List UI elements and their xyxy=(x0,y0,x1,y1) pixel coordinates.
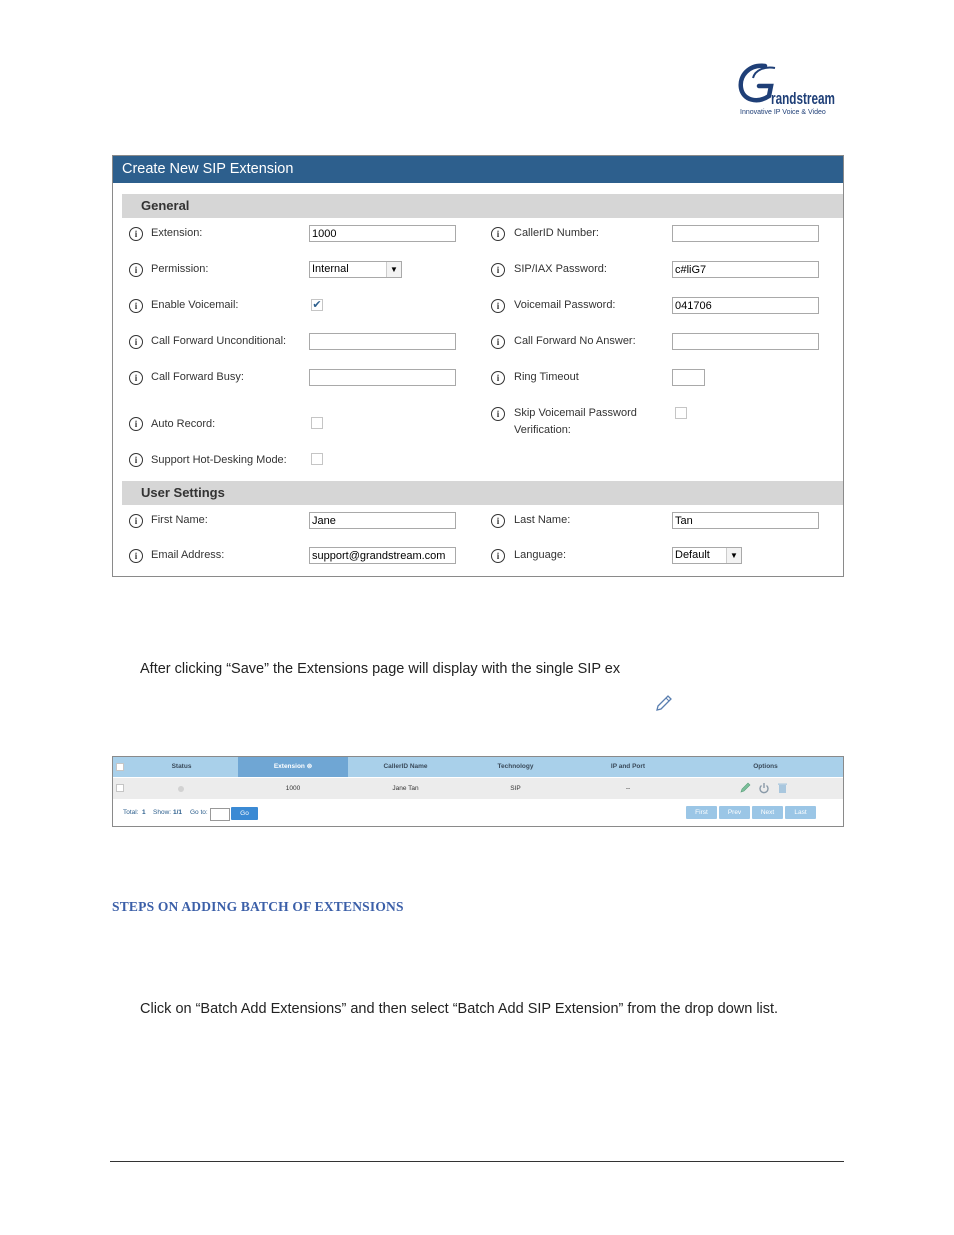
extension-label: Extension: xyxy=(151,227,203,239)
info-icon[interactable]: i xyxy=(129,227,143,241)
edit-icon[interactable] xyxy=(739,782,751,794)
cell-ip-port: -- xyxy=(625,785,631,792)
row-checkbox[interactable] xyxy=(116,784,124,792)
first-name-input[interactable]: Jane xyxy=(309,512,456,529)
select-all-checkbox[interactable] xyxy=(116,763,124,771)
info-icon[interactable]: i xyxy=(129,453,143,467)
skip-voicemail-label-2: Verification: xyxy=(514,424,571,436)
skip-voicemail-label: Skip Voicemail Password xyxy=(514,407,637,419)
first-name-label: First Name: xyxy=(151,514,208,526)
info-icon[interactable]: i xyxy=(129,299,143,313)
info-icon[interactable]: i xyxy=(129,514,143,528)
col-extension[interactable] xyxy=(238,757,348,777)
info-icon[interactable]: i xyxy=(129,549,143,563)
last-name-label: Last Name: xyxy=(514,514,571,526)
status-dot-icon xyxy=(178,786,184,792)
chevron-down-icon: ▼ xyxy=(386,262,401,277)
chevron-down-icon: ▼ xyxy=(726,548,741,563)
total-label: Total: xyxy=(123,809,139,816)
sip-password-input[interactable]: c#liG7 xyxy=(672,261,819,278)
cf-no-answer-input[interactable] xyxy=(672,333,819,350)
cell-extension: 1000 xyxy=(285,785,301,792)
show-label: Show: xyxy=(153,809,172,816)
show-value: 1/1 xyxy=(173,809,183,816)
enable-voicemail-checkbox[interactable]: ✔ xyxy=(312,299,322,311)
logo-tagline: Innovative IP Voice & Video xyxy=(740,109,826,116)
panel-title: Create New SIP Extension xyxy=(113,156,843,183)
cf-unconditional-input[interactable] xyxy=(309,333,456,350)
ring-timeout-label: Ring Timeout xyxy=(514,371,579,383)
delete-icon[interactable] xyxy=(777,782,788,794)
last-name-input[interactable]: Tan xyxy=(672,512,819,529)
callerid-number-input[interactable] xyxy=(672,225,819,242)
first-page-button[interactable]: First xyxy=(686,806,717,819)
sort-icon: ⊚ xyxy=(306,763,313,770)
auto-record-checkbox[interactable] xyxy=(311,417,323,429)
col-technology[interactable]: Technology xyxy=(497,763,534,770)
ring-timeout-input[interactable] xyxy=(672,369,705,386)
col-status[interactable]: Status xyxy=(171,763,192,770)
info-icon[interactable]: i xyxy=(491,371,505,385)
extensions-table xyxy=(112,756,844,827)
col-extension-label: Extension xyxy=(273,763,305,770)
hot-desking-checkbox[interactable] xyxy=(311,453,323,465)
voicemail-password-input[interactable]: 041706 xyxy=(672,297,819,314)
goto-input[interactable] xyxy=(210,808,230,821)
extension-input[interactable]: 1000 xyxy=(309,225,456,242)
svg-text:randstream: randstream xyxy=(771,89,835,108)
info-icon[interactable]: i xyxy=(491,299,505,313)
reboot-icon[interactable] xyxy=(758,782,770,794)
cf-busy-input[interactable] xyxy=(309,369,456,386)
go-button[interactable]: Go xyxy=(231,807,258,820)
section-heading: STEPS ON ADDING BATCH OF EXTENSIONS xyxy=(112,899,404,914)
last-page-button[interactable]: Last xyxy=(785,806,816,819)
info-icon[interactable]: i xyxy=(491,514,505,528)
hot-desking-label: Support Hot-Desking Mode: xyxy=(151,454,287,466)
enable-voicemail-label: Enable Voicemail: xyxy=(151,299,239,311)
info-icon[interactable]: i xyxy=(491,227,505,241)
info-icon[interactable]: i xyxy=(491,263,505,277)
info-icon[interactable]: i xyxy=(491,549,505,563)
section-general: General xyxy=(122,194,843,218)
create-sip-extension-panel xyxy=(112,155,844,577)
info-icon[interactable]: i xyxy=(129,371,143,385)
cf-no-answer-label: Call Forward No Answer: xyxy=(514,335,636,347)
cf-unconditional-label: Call Forward Unconditional: xyxy=(151,335,287,347)
permission-label: Permission: xyxy=(151,263,209,275)
next-page-button[interactable]: Next xyxy=(752,806,783,819)
language-select[interactable] xyxy=(672,547,742,564)
cell-technology: SIP xyxy=(510,785,521,792)
auto-record-label: Auto Record: xyxy=(151,418,216,430)
section-user-settings: User Settings xyxy=(122,481,843,505)
total-value: 1 xyxy=(142,809,146,816)
footer-divider xyxy=(110,1161,844,1162)
edit-pencil-icon xyxy=(654,693,674,713)
col-ip-port[interactable]: IP and Port xyxy=(610,763,646,770)
info-icon[interactable]: i xyxy=(129,417,143,431)
permission-value: Internal xyxy=(312,263,349,275)
skip-voicemail-checkbox[interactable] xyxy=(675,407,687,419)
email-label: Email Address: xyxy=(151,549,225,561)
cf-busy-label: Call Forward Busy: xyxy=(151,371,244,383)
info-icon[interactable]: i xyxy=(129,335,143,349)
col-options: Options xyxy=(753,763,778,770)
paragraph-after-save: After clicking “Save” the Extensions page will display with the single SIP ex xyxy=(140,661,621,677)
cell-callerid-name: Jane Tan xyxy=(392,785,419,792)
paragraph-batch-add: Click on “Batch Add Extensions” and then select “Batch Add SIP Extension” from the drop down list. xyxy=(140,1001,779,1017)
info-icon[interactable]: i xyxy=(491,407,505,421)
voicemail-password-label: Voicemail Password: xyxy=(514,299,616,311)
permission-select[interactable] xyxy=(309,261,402,278)
language-label: Language: xyxy=(514,549,566,561)
goto-label: Go to: xyxy=(190,809,208,816)
col-callerid-name[interactable]: CallerID Name xyxy=(383,763,428,770)
prev-page-button[interactable]: Prev xyxy=(719,806,750,819)
callerid-number-label: CallerID Number: xyxy=(514,227,599,239)
email-input[interactable]: support@grandstream.com xyxy=(309,547,456,564)
sip-password-label: SIP/IAX Password: xyxy=(514,263,607,275)
language-value: Default xyxy=(675,549,710,561)
info-icon[interactable]: i xyxy=(129,263,143,277)
info-icon[interactable]: i xyxy=(491,335,505,349)
